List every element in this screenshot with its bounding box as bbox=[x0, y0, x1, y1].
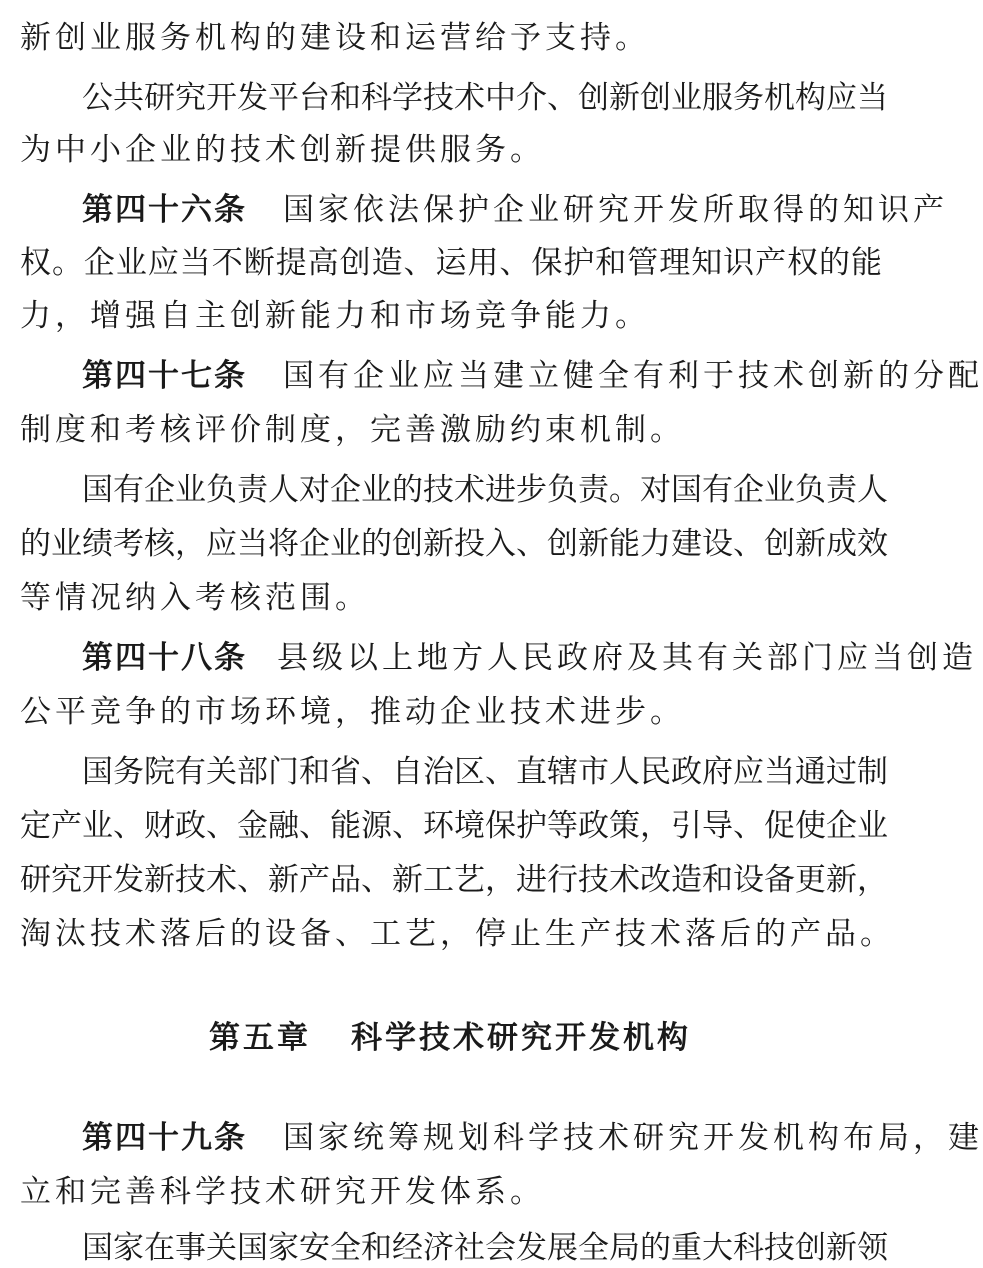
text-line: 国有企业应当建立健全有利于技术创新的分配 bbox=[283, 358, 983, 394]
article-number: 第四十八条 bbox=[82, 640, 247, 676]
text-line: 为中小企业的技术创新提供服务。 bbox=[20, 132, 545, 168]
chapter-heading bbox=[0, 1018, 900, 1058]
article-number: 第四十六条 bbox=[82, 192, 247, 228]
text-line: 淘汰技术落后的设备、工艺，停止生产技术落后的产品。 bbox=[20, 916, 895, 952]
text-line: 县级以上地方人民政府及其有关部门应当创造 bbox=[277, 640, 977, 676]
text-line: 新创业服务机构的建设和运营给予支持。 bbox=[20, 20, 650, 56]
text-line: 等情况纳入考核范围。 bbox=[20, 580, 370, 616]
text-line: 公共研究开发平台和科学技术中介、创新创业服务机构应当 bbox=[82, 80, 888, 116]
text-line: 制度和考核评价制度，完善激励约束机制。 bbox=[20, 412, 685, 448]
text-line: 国务院有关部门和省、自治区、直辖市人民政府应当通过制 bbox=[82, 754, 888, 790]
text-line: 立和完善科学技术研究开发体系。 bbox=[20, 1174, 545, 1210]
article-line bbox=[82, 190, 948, 230]
text-line: 定产业、财政、金融、能源、环境保护等政策，引导、促使企业 bbox=[20, 808, 888, 844]
text-line: 的业绩考核，应当将企业的创新投入、创新能力建设、创新成效 bbox=[20, 526, 888, 562]
chapter-number: 第五章 bbox=[209, 1020, 311, 1056]
text-line: 力，增强自主创新能力和市场竞争能力。 bbox=[20, 298, 650, 334]
chapter-title: 科学技术研究开发机构 bbox=[351, 1020, 691, 1056]
article-line bbox=[82, 638, 977, 678]
text-line: 权。企业应当不断提高创造、运用、保护和管理知识产权的能 bbox=[20, 245, 882, 281]
article-number: 第四十九条 bbox=[82, 1120, 247, 1156]
text-line: 公平竞争的市场环境，推动企业技术进步。 bbox=[20, 694, 685, 730]
text-line: 国家统筹规划科学技术研究开发机构布局，建 bbox=[283, 1120, 983, 1156]
text-line: 国有企业负责人对企业的技术进步负责。对国有企业负责人 bbox=[82, 472, 888, 508]
article-number: 第四十七条 bbox=[82, 358, 247, 394]
text-line: 研究开发新技术、新产品、新工艺，进行技术改造和设备更新， bbox=[20, 862, 888, 898]
article-line bbox=[82, 356, 983, 396]
text-line: 国家依法保护企业研究开发所取得的知识产 bbox=[283, 192, 948, 228]
article-line bbox=[82, 1118, 983, 1158]
text-line: 国家在事关国家安全和经济社会发展全局的重大科技创新领 bbox=[82, 1230, 888, 1266]
